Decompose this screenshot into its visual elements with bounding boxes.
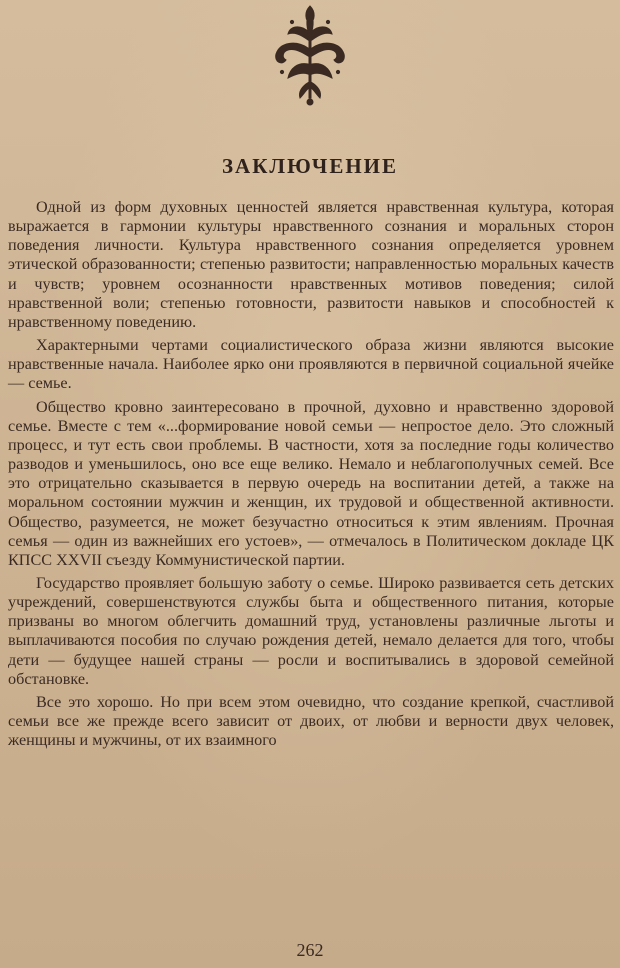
paragraph: Одной из форм духовных ценностей является нравственная культура, которая выражается в гармонии культуры нравственного сознания и моральных сторон поведения личности. Культура нравственного сознания определяется уровнем этической образованности; степенью развитости; направленностью моральных качеств и чувств; уровнем осознанности нравственных мотивов поведения; силой нравственной воли; степенью готовности, развитости навыков и способностей к нравственному поведению. <box>8 198 614 331</box>
paragraph: Общество кровно заинтересовано в прочной, духовно и нравственно здоровой семье. Вместе с тем «...формирование новой семьи — непростое дело. Это сложный процесс, и тут есть свои проблемы. В частности, хотя за последние годы количество разводов и уменьшилось, оно все еще велико. Немало и неблагополучных семей. Все это отрицательно сказывается в первую очередь на воспитании детей, а также на моральном состоянии мужчин и женщин, их трудовой и общественной активности. Общество, разумеется, не может безучастно относиться к этим явлениям. Прочная семья — один из важнейших его устоев», — отмечалось в Политическом докладе ЦК КПСС XXVII съезду Коммунистической партии. <box>8 397 614 569</box>
fleur-de-lis-ornament-icon <box>262 2 358 110</box>
body-text <box>8 198 614 754</box>
page-number: 262 <box>296 940 324 960</box>
paragraph: Все это хорошо. Но при всем этом очевидно, что создание крепкой, счастливой семьи все же прежде всего зависит от двоих, от любви и верности двух человек, женщины и мужчины, от их взаимного <box>8 692 614 750</box>
paragraph: Характерными чертами социалистического образа жизни являются высокие нравственные начала. Наиболее ярко они проявляются в первичной социальной ячейке — семье. <box>8 336 614 393</box>
paragraph: Государство проявляет большую заботу о семье. Широко развивается сеть детских учреждений, совершенствуются службы быта и общественного питания, которые призваны во многом облегчить домашний труд, установлены различные льготы и выплачиваются пособия по случаю рождения детей, немало делается для того, чтобы дети — будущее нашей страны — росли и воспитывались в здоровой семейной обстановке. <box>8 573 614 688</box>
chapter-title: ЗАКЛЮЧЕНИЕ <box>221 154 399 178</box>
